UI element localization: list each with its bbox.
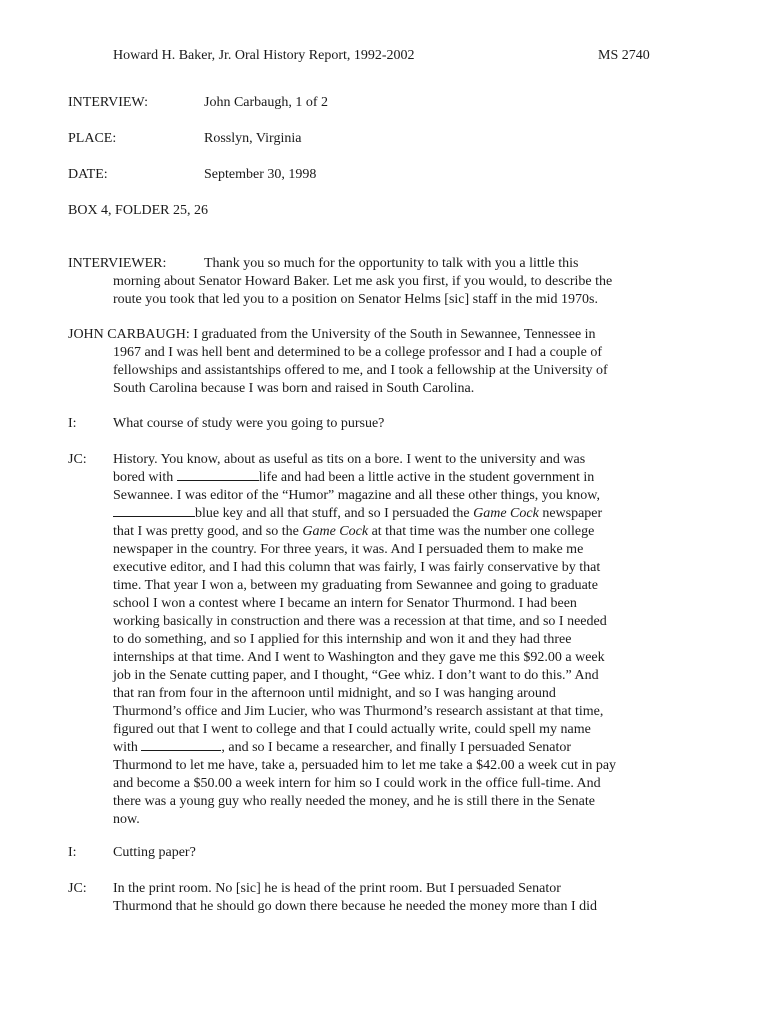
carbaugh-answer-1 [68,326,668,398]
text-line: time. That year I won a, between my graduating from Sewannee and going to graduate [113,578,598,593]
carbaugh-answer-3 [68,880,668,916]
text-line: and become a $50.00 a week intern for him so I could work in the office full-time. And [113,776,601,791]
text-line: Cutting paper? [113,845,196,860]
text-line: South Carolina because I was born and raised in South Carolina. [113,381,475,396]
text-line: Thurmond that he should go down there because he needed the money more than I did [113,899,598,914]
text-line: fellowships and assistantships offered to me, and I took a fellowship at the University of [113,363,608,378]
speaker-label: JC: [68,452,87,467]
text-line: What course of study were you going to pursue? [113,416,385,431]
redaction-blank [113,506,195,517]
text-line: now. [113,812,140,827]
interview-label: INTERVIEW: [68,95,149,110]
interviewer-question-2 [68,415,668,433]
text-line: school I won a contest where I became an intern for Senator Thurmond. I had been [113,596,577,611]
text-line: route you took that led you to a position on Senator Helms [sic] staff in the mid 1970s. [113,292,599,307]
speaker-label: I: [68,416,77,431]
text-line: working basically in construction and there was a recession at that time, and so I needed [113,614,607,629]
text-line: bored with life and had been a little active in the student government in [113,470,595,485]
carbaugh-answer-2 [68,451,668,829]
interview-value: John Carbaugh, 1 of 2 [204,95,329,110]
box-folder: BOX 4, FOLDER 25, 26 [68,203,209,218]
date-value: September 30, 1998 [204,167,317,182]
date-label: DATE: [68,167,108,182]
redaction-blank [141,740,221,751]
text-line: morning about Senator Howard Baker. Let me ask you first, if you would, to describe the [113,274,613,289]
text-line: Sewannee. I was editor of the “Humor” magazine and all these other things, you know, [113,488,600,503]
interviewer-question-1 [68,255,668,309]
text-line: Thurmond to let me have, take a, persuaded him to let me take a $42.00 a week cut in pay [113,758,617,773]
text-line: internships at that time. And I went to Washington and they gave me this $92.00 a week [113,650,605,665]
redaction-blank [177,470,259,481]
speaker-label: JOHN CARBAUGH: [68,327,190,342]
speaker-label: I: [68,845,77,860]
date-row [68,167,316,183]
text-line: job in the Senate cutting paper, and I thought, “Gee whiz. I don’t want to do this.” And [113,668,599,683]
text-line: there was a young guy who really needed the money, and he is still there in the Senate [113,794,595,809]
text-line: to do something, and so I applied for this internship and won it and they had three [113,632,572,647]
text-line: that ran from four in the afternoon until midnight, and so I was hanging around [113,686,556,701]
text-line: History. You know, about as useful as tits on a bore. I went to the university and was [113,452,586,467]
speaker-label: INTERVIEWER: [68,256,167,271]
report-title: Howard H. Baker, Jr. Oral History Report, 1992-2002 [113,48,415,63]
text-line: Thurmond’s office and Jim Lucier, who was Thurmond’s research assistant at that time, [113,704,604,719]
speaker-label: JC: [68,881,87,896]
text-line: newspaper in the country. For three years, it was. And I persuaded them to make me [113,542,584,557]
text-line: I graduated from the University of the South in Sewannee, Tennessee in [189,327,596,342]
text-line: blue key and all that stuff, and so I persuaded the Game Cock newspaper [68,505,668,523]
text-line: with , and so I became a researcher, and finally I persuaded Senator [113,740,572,755]
text-line: executive editor, and I had this column that was fairly, I was fairly conservative by that [113,560,601,575]
text-line: In the print room. No [sic] he is head of the print room. But I persuaded Senator [113,881,561,896]
text-line: Thank you so much for the opportunity to talk with you a little this [204,256,579,271]
interviewer-question-3 [68,844,668,862]
interview-row [68,95,328,111]
place-value: Rosslyn, Virginia [204,131,302,146]
place-label: PLACE: [68,131,117,146]
manuscript-number: MS 2740 [598,48,650,63]
text-line: figured out that I went to college and that I could actually write, could spell my name [113,722,591,737]
text-line: 1967 and I was hell bent and determined to be a college professor and I had a couple of [113,345,603,360]
text-line: that I was pretty good, and so the Game Cock at that time was the number one college [113,524,595,539]
place-row [68,131,301,147]
